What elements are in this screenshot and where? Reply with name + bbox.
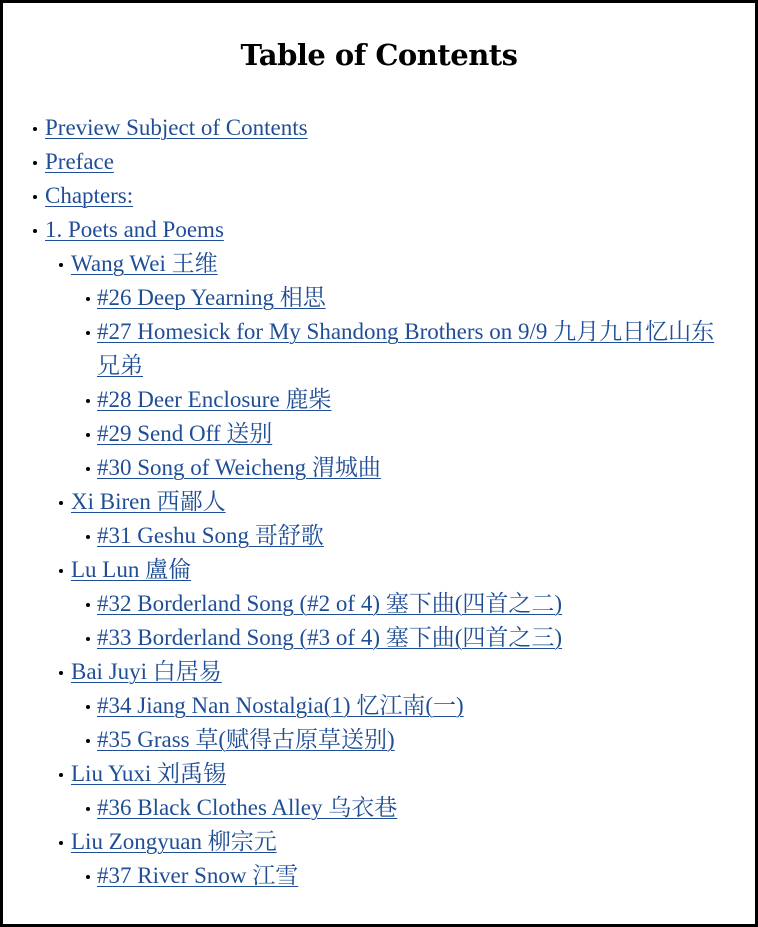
toc-link-poem-30[interactable]: #30 Song of Weicheng 渭城曲 <box>97 455 381 480</box>
toc-link-chapter-1[interactable]: 1. Poets and Poems <box>45 217 224 242</box>
toc-link-liu-yuxi[interactable]: Liu Yuxi 刘禹锡 <box>71 761 227 786</box>
toc-item-poem-34 <box>3 689 755 723</box>
toc-link-lu-lun[interactable]: Lu Lun 盧倫 <box>71 557 192 582</box>
toc-item-poem-37 <box>3 859 755 893</box>
toc-item-poem-27 <box>3 315 755 383</box>
toc-link-poem-32[interactable]: #32 Borderland Song (#2 of 4) 塞下曲(四首之二) <box>97 591 563 616</box>
toc-item-poem-29 <box>3 417 755 451</box>
toc-link-preview[interactable]: Preview Subject of Contents <box>45 115 308 140</box>
toc-link-poem-34[interactable]: #34 Jiang Nan Nostalgia(1) 忆江南(一) <box>97 693 464 718</box>
toc-link-poem-28[interactable]: #28 Deer Enclosure 鹿柴 <box>97 387 332 412</box>
toc-link-poem-37[interactable]: #37 River Snow 江雪 <box>97 863 299 888</box>
toc-link-poem-31[interactable]: #31 Geshu Song 哥舒歌 <box>97 523 324 548</box>
toc-item-lu-lun <box>3 553 755 587</box>
toc-link-bai-juyi[interactable]: Bai Juyi 白居易 <box>71 659 222 684</box>
toc-item-poem-35 <box>3 723 755 757</box>
toc-link-poem-29[interactable]: #29 Send Off 送别 <box>97 421 273 446</box>
toc-item-preview <box>3 111 755 145</box>
toc-item-preface <box>3 145 755 179</box>
page-title: Table of Contents <box>240 38 518 72</box>
toc-item-liu-yuxi <box>3 757 755 791</box>
toc-item-poem-32 <box>3 587 755 621</box>
toc-item-poem-30 <box>3 451 755 485</box>
toc-item-poem-36 <box>3 791 755 825</box>
toc-link-poem-33[interactable]: #33 Borderland Song (#3 of 4) 塞下曲(四首之三) <box>97 625 563 650</box>
toc-list <box>3 111 755 893</box>
toc-link-poem-26[interactable]: #26 Deep Yearning 相思 <box>97 285 326 310</box>
toc-link-wang-wei[interactable]: Wang Wei 王维 <box>71 251 218 276</box>
toc-item-chapters <box>3 179 755 213</box>
toc-link-preface[interactable]: Preface <box>45 149 114 174</box>
toc-link-poem-36[interactable]: #36 Black Clothes Alley 乌衣巷 <box>97 795 398 820</box>
toc-item-wang-wei <box>3 247 755 281</box>
toc-item-bai-juyi <box>3 655 755 689</box>
toc-item-poem-26 <box>3 281 755 315</box>
toc-item-poem-28 <box>3 383 755 417</box>
toc-item-poem-33 <box>3 621 755 655</box>
toc-link-liu-zongyuan[interactable]: Liu Zongyuan 柳宗元 <box>71 829 277 854</box>
toc-item-poem-31 <box>3 519 755 553</box>
toc-link-poem-35[interactable]: #35 Grass 草(赋得古原草送别) <box>97 727 395 752</box>
toc-link-chapters[interactable]: Chapters: <box>45 183 134 208</box>
toc-link-poem-27[interactable]: #27 Homesick for My Shandong Brothers on 9/9 九月九日忆山东兄弟 <box>97 319 715 378</box>
toc-item-chapter-1 <box>3 213 755 247</box>
toc-link-xi-biren[interactable]: Xi Biren 西鄙人 <box>71 489 226 514</box>
toc-item-xi-biren <box>3 485 755 519</box>
toc-item-liu-zongyuan <box>3 825 755 859</box>
